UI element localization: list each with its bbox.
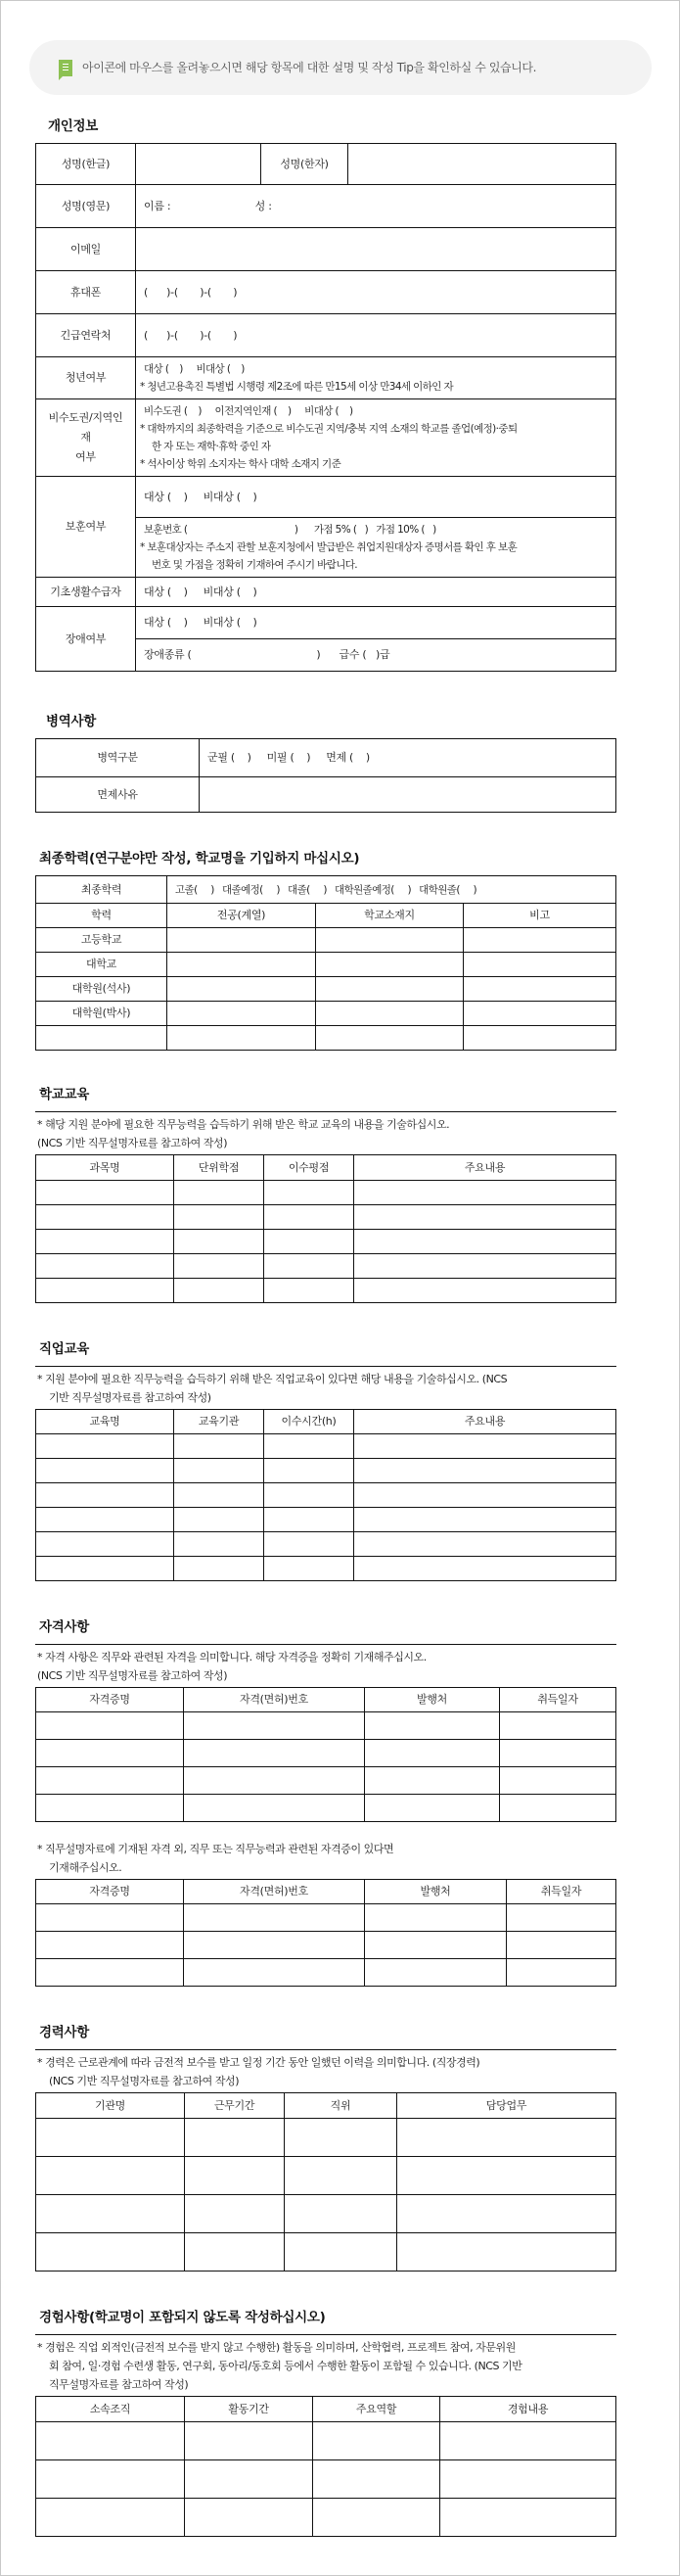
exempt-reason-label: 면제사유 (36, 777, 200, 813)
school-cell[interactable] (36, 1230, 174, 1254)
education-cell[interactable] (316, 953, 464, 977)
career-note (37, 2053, 616, 2090)
name-en-label: 성명(영문) (36, 185, 136, 228)
license-cell[interactable] (500, 1795, 616, 1822)
school-header: 과목명 (36, 1155, 174, 1181)
education-cell[interactable] (464, 1002, 616, 1026)
veteran-note-b: 번호 및 가점을 정확히 기재하여 주시기 바랍니다. (152, 559, 358, 571)
career-cell[interactable] (397, 2233, 616, 2272)
career-table (35, 2092, 616, 2272)
job-training-cell[interactable] (354, 1483, 616, 1508)
career-cell[interactable] (185, 2119, 285, 2157)
job-training-cell[interactable] (354, 1459, 616, 1483)
school-cell[interactable] (354, 1254, 616, 1279)
school-cell[interactable] (264, 1205, 354, 1230)
section-title-job-training: 직업교육 (39, 1341, 89, 1357)
school-cell[interactable] (264, 1230, 354, 1254)
education-cell[interactable] (167, 953, 316, 977)
experience-cell[interactable] (185, 2460, 313, 2499)
region-label-line3: 여부 (75, 450, 96, 463)
tip-notice-banner (29, 40, 652, 95)
license-cell[interactable] (36, 1712, 184, 1740)
youth-label: 청년여부 (36, 357, 136, 399)
job-training-row (36, 1532, 616, 1557)
education-cell[interactable] (167, 977, 316, 1002)
school-header-row (36, 1155, 616, 1181)
school-row (36, 1181, 616, 1205)
emergency-contact-label: 긴급연락처 (36, 314, 136, 357)
education-level-label (36, 1026, 167, 1051)
disability-label: 장애여부 (36, 607, 136, 672)
license-cell[interactable] (36, 1795, 184, 1822)
license-cell[interactable] (500, 1740, 616, 1767)
job-training-cell[interactable] (174, 1532, 264, 1557)
experience-cell[interactable] (313, 2499, 440, 2537)
experience-cell[interactable] (313, 2460, 440, 2499)
job-training-header: 교육기관 (174, 1410, 264, 1434)
region-label-line1: 비수도권/지역인 (48, 411, 123, 424)
school-header: 단위학점 (174, 1155, 264, 1181)
school-header: 이수평점 (264, 1155, 354, 1181)
section-title-experience: 경험사항(학교명이 포함되지 않도록 작성하십시오) (39, 2310, 326, 2325)
final-education-options[interactable]: 고졸( ) 대졸예정( ) 대졸( ) 대학원졸예정( ) 대학원졸( ) (167, 876, 616, 904)
section-title-career: 경력사항 (39, 2025, 89, 2040)
education-cell[interactable] (167, 1002, 316, 1026)
license-cell[interactable] (184, 1767, 365, 1795)
career-cell[interactable] (185, 2157, 285, 2195)
license-header-row (36, 1688, 616, 1712)
license-note-line2: (NCS 기반 직무설명자료를 참고하여 작성) (37, 1669, 228, 1682)
experience-cell[interactable] (440, 2499, 616, 2537)
section-title-military: 병역사항 (46, 714, 96, 729)
basic-living-label: 기초생활수급자 (36, 578, 136, 607)
email-label: 이메일 (36, 228, 136, 271)
school-cell[interactable] (36, 1181, 174, 1205)
license-cell[interactable] (500, 1767, 616, 1795)
experience-row (36, 2499, 616, 2537)
job-training-cell[interactable] (354, 1508, 616, 1532)
name-hanja-input[interactable] (348, 144, 616, 185)
job-training-cell[interactable] (174, 1557, 264, 1581)
license-cell[interactable] (365, 1795, 500, 1822)
education-cell[interactable] (316, 928, 464, 953)
experience-cell[interactable] (440, 2460, 616, 2499)
veteran-number[interactable]: 보훈번호 ( ) 가점 5% ( ) 가점 10% ( ) (144, 524, 436, 536)
name-kr-label: 성명(한글) (36, 144, 136, 185)
job-training-cell[interactable] (264, 1532, 354, 1557)
section-title-school: 학교교육 (39, 1087, 89, 1102)
license-table (35, 1687, 616, 1822)
experience-cell[interactable] (313, 2422, 440, 2460)
region-note-1: * 대학까지의 최종학력을 기준으로 비수도권 지역/충북 지역 소재의 학교를 졸업(예정)·중퇴 (140, 423, 518, 435)
region-note-2: * 석사이상 학위 소지자는 학사 대학 소재지 기준 (140, 458, 341, 470)
experience-note (37, 2338, 616, 2394)
license-extra-cell[interactable] (184, 1904, 365, 1932)
job-training-cell[interactable] (36, 1532, 174, 1557)
experience-header: 경험내용 (440, 2397, 616, 2422)
job-training-cell[interactable] (264, 1459, 354, 1483)
education-cell[interactable] (464, 1026, 616, 1051)
experience-note-line2: 회 참여, 일·경험 수련생 활동, 연구회, 동아리/동호회 등에서 수행한 활동이 포함될 수 있습니다. (NCS 기반 (49, 2360, 522, 2372)
job-training-row (36, 1557, 616, 1581)
license-extra-cell[interactable] (365, 1904, 507, 1932)
career-header: 담당업무 (397, 2093, 616, 2119)
mobile-label: 휴대폰 (36, 271, 136, 314)
job-training-cell[interactable] (174, 1483, 264, 1508)
job-training-cell[interactable] (174, 1508, 264, 1532)
education-cell[interactable] (316, 977, 464, 1002)
career-cell[interactable] (397, 2157, 616, 2195)
license-extra-header-row (36, 1880, 616, 1904)
job-training-cell[interactable] (36, 1508, 174, 1532)
license-extra-cell[interactable] (507, 1959, 616, 1987)
license-note-line1: * 자격 사항은 직무와 관련된 자격을 의미합니다. 해당 자격증을 정확히 기재해주십시오. (37, 1651, 427, 1663)
license-extra-note-line1: * 직무설명자료에 기재된 자격 외, 직무 또는 직무능력과 관련된 자격증이 있다면 (37, 1843, 394, 1855)
license-header: 취득일자 (500, 1688, 616, 1712)
section-rule (35, 2334, 616, 2335)
job-training-header: 이수시간(h) (264, 1410, 354, 1434)
experience-cell[interactable] (36, 2422, 185, 2460)
school-row (36, 1205, 616, 1230)
experience-cell[interactable] (36, 2460, 185, 2499)
license-cell[interactable] (365, 1767, 500, 1795)
education-header: 학력 (36, 904, 167, 928)
career-cell[interactable] (36, 2233, 185, 2272)
career-row (36, 2157, 616, 2195)
region-options[interactable]: 비수도권 ( ) 이전지역인재 ( ) 비대상 ( ) (144, 405, 353, 417)
education-cell[interactable] (464, 977, 616, 1002)
career-cell[interactable] (185, 2195, 285, 2233)
job-training-note-line2: 기반 직무설명자료를 참고하여 작성) (49, 1391, 211, 1404)
license-cell[interactable] (500, 1712, 616, 1740)
license-extra-note (37, 1840, 616, 1877)
military-type-label: 병역구분 (36, 739, 200, 777)
school-cell[interactable] (174, 1181, 264, 1205)
career-cell[interactable] (285, 2233, 397, 2272)
career-cell[interactable] (36, 2195, 185, 2233)
job-training-note (37, 1370, 616, 1407)
job-training-table (35, 1409, 616, 1581)
career-header: 기관명 (36, 2093, 185, 2119)
school-table (35, 1154, 616, 1303)
basic-living-options[interactable]: 대상 ( ) 비대상 ( ) (136, 578, 616, 607)
license-extra-row (36, 1932, 616, 1959)
region-cell[interactable] (136, 399, 616, 477)
school-cell[interactable] (354, 1279, 616, 1303)
name-kr-input[interactable] (136, 144, 261, 185)
section-rule (35, 1366, 616, 1367)
experience-row (36, 2460, 616, 2499)
education-row (36, 977, 616, 1002)
job-training-cell[interactable] (354, 1434, 616, 1459)
section-title-education: 최종학력(연구분야만 작성, 학교명을 기입하지 마십시오) (39, 851, 360, 866)
license-extra-row (36, 1959, 616, 1987)
experience-note-line3: 직무설명자료를 참고하여 작성) (49, 2378, 189, 2391)
education-cell[interactable] (464, 928, 616, 953)
education-row (36, 953, 616, 977)
education-header: 비고 (464, 904, 616, 928)
license-header: 자격증명 (36, 1688, 184, 1712)
license-cell[interactable] (184, 1712, 365, 1740)
license-extra-cell[interactable] (365, 1959, 507, 1987)
education-table (35, 875, 616, 1051)
school-cell[interactable] (174, 1279, 264, 1303)
veteran-label: 보훈여부 (36, 477, 136, 578)
license-extra-header: 취득일자 (507, 1880, 616, 1904)
experience-cell[interactable] (185, 2499, 313, 2537)
name-en-input[interactable] (136, 185, 616, 228)
school-cell[interactable] (174, 1205, 264, 1230)
education-level-label: 대학원(석사) (36, 977, 167, 1002)
education-header: 학교소재지 (316, 904, 464, 928)
license-extra-header: 발행처 (365, 1880, 507, 1904)
military-table (35, 738, 616, 813)
military-type-options[interactable]: 군필 ( ) 미필 ( ) 면제 ( ) (200, 739, 616, 777)
section-rule (35, 2049, 616, 2050)
education-cell[interactable] (316, 1002, 464, 1026)
license-extra-cell[interactable] (184, 1932, 365, 1959)
career-row (36, 2195, 616, 2233)
career-header: 직위 (285, 2093, 397, 2119)
license-cell[interactable] (365, 1740, 500, 1767)
mobile-input[interactable]: ( )-( )-( ) (136, 271, 616, 314)
school-cell[interactable] (36, 1254, 174, 1279)
license-cell[interactable] (184, 1795, 365, 1822)
education-header-row (36, 904, 616, 928)
job-training-cell[interactable] (354, 1557, 616, 1581)
section-rule (35, 1644, 616, 1645)
job-training-row (36, 1483, 616, 1508)
school-note (37, 1115, 616, 1152)
section-title-personal: 개인정보 (48, 118, 98, 134)
name-en-last-label: 성 : (254, 199, 272, 212)
career-note-line1: * 경력은 근로관계에 따라 금전적 보수를 받고 일정 기간 동안 일했던 이력을 의미합니다. (직장경력) (37, 2056, 480, 2069)
veteran-options[interactable]: 대상 ( ) 비대상 ( ) (136, 477, 616, 518)
school-row (36, 1230, 616, 1254)
school-cell[interactable] (174, 1254, 264, 1279)
school-note-line2: (NCS 기반 직무설명자료를 참고하여 작성) (37, 1137, 228, 1149)
youth-note: * 청년고용촉진 특별법 시행령 제2조에 따른 만15세 이상 만34세 이하인 자 (140, 381, 454, 393)
license-header: 발행처 (365, 1688, 500, 1712)
license-cell[interactable] (36, 1740, 184, 1767)
license-extra-cell[interactable] (36, 1959, 184, 1987)
license-extra-row (36, 1904, 616, 1932)
job-training-note-line1: * 지원 분야에 필요한 직무능력을 습득하기 위해 받은 직업교육이 있다면 해당 내용을 기술하십시오. (NCS (37, 1373, 508, 1385)
education-cell[interactable] (167, 1026, 316, 1051)
section-title-license: 자격사항 (39, 1619, 89, 1635)
youth-options[interactable]: 대상 ( ) 비대상 ( ) (144, 363, 245, 375)
license-cell[interactable] (184, 1740, 365, 1767)
region-label-line2: 재 (80, 431, 91, 444)
job-training-header-row (36, 1410, 616, 1434)
job-training-header: 교육명 (36, 1410, 174, 1434)
career-cell[interactable] (397, 2195, 616, 2233)
comment-note-icon[interactable] (59, 60, 72, 76)
career-cell[interactable] (36, 2157, 185, 2195)
license-extra-cell[interactable] (507, 1932, 616, 1959)
job-training-cell[interactable] (36, 1434, 174, 1459)
license-row (36, 1795, 616, 1822)
education-level-label: 대학원(박사) (36, 1002, 167, 1026)
section-rule (35, 1111, 616, 1112)
license-extra-table (35, 1879, 616, 1987)
career-cell[interactable] (185, 2233, 285, 2272)
license-extra-cell[interactable] (365, 1932, 507, 1959)
license-extra-header: 자격증명 (36, 1880, 184, 1904)
job-training-row (36, 1508, 616, 1532)
education-level-label: 고등학교 (36, 928, 167, 953)
school-note-line1: * 해당 지원 분야에 필요한 직무능력을 습득하기 위해 받은 학교 교육의 내용을 기술하십시오. (37, 1118, 450, 1131)
license-row (36, 1767, 616, 1795)
education-cell[interactable] (167, 928, 316, 953)
career-cell[interactable] (285, 2195, 397, 2233)
school-cell[interactable] (354, 1205, 616, 1230)
school-cell[interactable] (264, 1279, 354, 1303)
region-note-1b: 한 자 또는 재학·휴학 중인 자 (152, 441, 271, 452)
school-cell[interactable] (264, 1254, 354, 1279)
education-row (36, 1002, 616, 1026)
career-cell[interactable] (397, 2119, 616, 2157)
experience-cell[interactable] (440, 2422, 616, 2460)
education-row (36, 928, 616, 953)
education-cell[interactable] (316, 1026, 464, 1051)
email-input[interactable] (136, 228, 616, 271)
job-training-cell[interactable] (354, 1532, 616, 1557)
experience-note-line1: * 경험은 직업 외적인(금전적 보수를 받지 않고 수행한) 활동을 의미하며, 산학협력, 프로젝트 참여, 자문위원 (37, 2341, 516, 2354)
job-training-cell[interactable] (174, 1459, 264, 1483)
career-row (36, 2233, 616, 2272)
school-row (36, 1254, 616, 1279)
education-level-label: 대학교 (36, 953, 167, 977)
education-row (36, 1026, 616, 1051)
experience-table (35, 2396, 616, 2537)
personal-info-table (35, 143, 616, 672)
license-extra-cell[interactable] (184, 1959, 365, 1987)
license-row (36, 1740, 616, 1767)
license-header: 자격(면허)번호 (184, 1688, 365, 1712)
school-cell[interactable] (36, 1205, 174, 1230)
license-note (37, 1648, 616, 1685)
name-hanja-label: 성명(한자) (261, 144, 348, 185)
disability-type[interactable]: 장애종류 ( ) 급수 ( )급 (136, 639, 616, 672)
experience-cell[interactable] (185, 2422, 313, 2460)
experience-row (36, 2422, 616, 2460)
emergency-contact-input[interactable]: ( )-( )-( ) (136, 314, 616, 357)
license-extra-cell[interactable] (36, 1904, 184, 1932)
experience-header-row (36, 2397, 616, 2422)
license-cell[interactable] (365, 1712, 500, 1740)
license-extra-note-line2: 기재해주십시오. (49, 1861, 122, 1874)
school-cell[interactable] (354, 1181, 616, 1205)
disability-options[interactable]: 대상 ( ) 비대상 ( ) (136, 607, 616, 639)
school-cell[interactable] (354, 1230, 616, 1254)
license-extra-header: 자격(면허)번호 (184, 1880, 365, 1904)
license-extra-cell[interactable] (507, 1904, 616, 1932)
experience-header: 소속조직 (36, 2397, 185, 2422)
education-cell[interactable] (464, 953, 616, 977)
job-training-header: 주요내용 (354, 1410, 616, 1434)
exempt-reason-input[interactable] (200, 777, 616, 813)
name-en-first-label: 이름 : (144, 199, 171, 212)
job-training-row (36, 1434, 616, 1459)
career-cell[interactable] (285, 2119, 397, 2157)
license-row (36, 1712, 616, 1740)
license-cell[interactable] (36, 1767, 184, 1795)
job-training-cell[interactable] (264, 1557, 354, 1581)
job-training-cell[interactable] (264, 1508, 354, 1532)
tip-notice-text: 아이콘에 마우스를 올려놓으시면 해당 항목에 대한 설명 및 작성 Tip을 확인하실 수 있습니다. (82, 60, 537, 74)
school-cell[interactable] (264, 1181, 354, 1205)
job-training-cell[interactable] (264, 1483, 354, 1508)
school-cell[interactable] (174, 1230, 264, 1254)
experience-header: 주요역할 (313, 2397, 440, 2422)
job-training-cell[interactable] (174, 1434, 264, 1459)
career-header-row (36, 2093, 616, 2119)
school-header: 주요내용 (354, 1155, 616, 1181)
experience-header: 활동기간 (185, 2397, 313, 2422)
youth-cell[interactable] (136, 357, 616, 399)
career-header: 근무기간 (185, 2093, 285, 2119)
school-cell[interactable] (36, 1279, 174, 1303)
veteran-detail-cell[interactable] (136, 518, 616, 578)
career-cell[interactable] (285, 2157, 397, 2195)
region-label (36, 399, 136, 477)
experience-cell[interactable] (36, 2499, 185, 2537)
veteran-note: * 보훈대상자는 주소지 관할 보훈지청에서 발급받은 취업지원대상자 증명서를 확인 후 보훈 (140, 541, 518, 553)
job-training-cell[interactable] (264, 1434, 354, 1459)
license-extra-cell[interactable] (36, 1932, 184, 1959)
education-header: 전공(계열) (167, 904, 316, 928)
school-row (36, 1279, 616, 1303)
career-note-line2: (NCS 기반 직무설명자료를 참고하여 작성) (49, 2075, 240, 2087)
job-training-row (36, 1459, 616, 1483)
job-training-cell[interactable] (36, 1557, 174, 1581)
job-training-cell[interactable] (36, 1483, 174, 1508)
final-education-label: 최종학력 (36, 876, 167, 904)
career-row (36, 2119, 616, 2157)
job-training-cell[interactable] (36, 1459, 174, 1483)
career-cell[interactable] (36, 2119, 185, 2157)
